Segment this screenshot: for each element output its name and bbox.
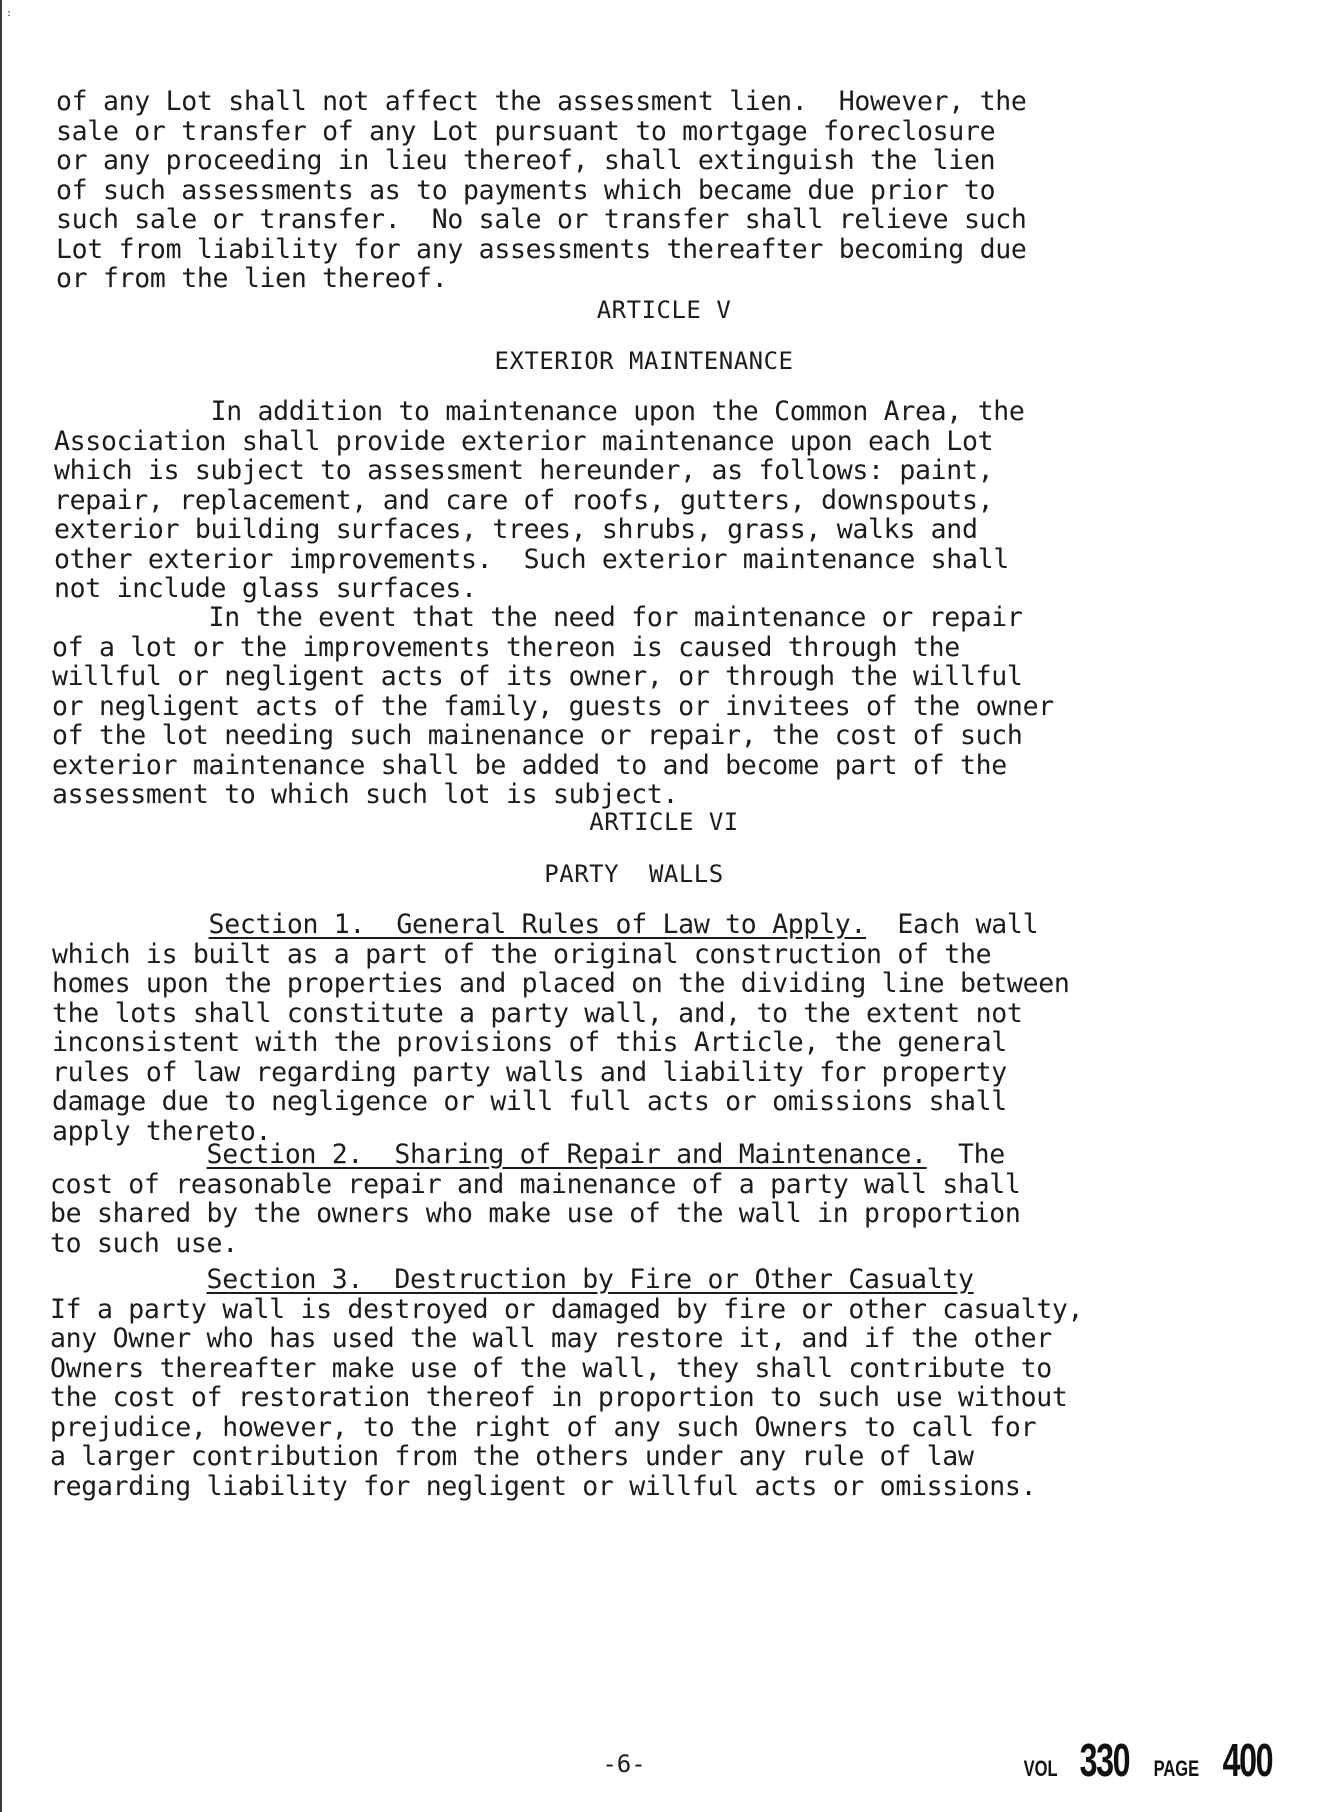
article-v-title: EXTERIOR MAINTENANCE [494, 347, 794, 375]
paragraph-line: Owners thereafter make use of the wall, they shall contribute to [50, 1352, 1052, 1384]
paragraph-line: exterior building surfaces, trees, shrubs, grass, walks and [54, 514, 978, 545]
paragraph-line: regarding liability for negligent or willful acts or omissions. [50, 1470, 1037, 1502]
corner-mark: : [6, 8, 13, 19]
article-vi-number: ARTICLE VI [589, 808, 739, 836]
stamp-vol-number: 330 [1079, 1734, 1129, 1786]
intro-line: of such assessments as to payments which became due prior to [56, 174, 996, 206]
page-edge-rule [0, 0, 2, 1812]
section-3-paragraph [50, 1265, 1083, 1501]
paragraph-line: rules of law regarding party walls and liability for property [52, 1056, 1007, 1088]
indent [50, 1139, 207, 1170]
paragraph-line: apply thereto. [52, 1115, 272, 1147]
article-vi-title: PARTY WALLS [544, 860, 724, 888]
paragraph-line: In the event that the need for maintenance or repair [52, 602, 1023, 633]
paragraph-line: prejudice, however, to the right of any such Owners to call for [50, 1411, 1037, 1443]
paragraph-line: the lots shall constitute a party wall, and, to the extent not [52, 997, 1023, 1029]
paragraph-line: any Owner who has used the wall may restore it, and if the other [50, 1323, 1052, 1354]
indent [50, 1264, 207, 1295]
paragraph-line: other exterior improvements. Such exterior maintenance shall [54, 543, 1009, 575]
intro-paragraph [56, 87, 1027, 294]
stamp-page-number: 400 [1222, 1734, 1273, 1786]
paragraph-line: of a lot or the improvements thereon is caused through the [52, 631, 960, 663]
paragraph-line: repair, replacement, and care of roofs, gutters, downspouts, [54, 484, 994, 516]
page-number: -6- [602, 1750, 646, 1778]
paragraph-line: damage due to negligence or will full acts or omissions shall [52, 1086, 1007, 1117]
intro-line: or from the lien thereof. [56, 263, 448, 294]
paragraph-line: to such use. [50, 1227, 238, 1259]
intro-line: Lot from liability for any assessments thereafter becoming due [56, 233, 1027, 265]
article-v-paragraph-1 [54, 397, 1025, 604]
intro-line: of any Lot shall not affect the assessment lien. However, the [56, 86, 1027, 117]
paragraph-line: If a party wall is destroyed or damaged by fire or other casualty, [50, 1293, 1084, 1325]
intro-line: or any proceeding in lieu thereof, shall extinguish the lien [56, 145, 996, 176]
paragraph-line: the cost of restoration thereof in proportion to such use without [50, 1382, 1068, 1413]
paragraph-line: of the lot needing such mainenance or repair, the cost of such [52, 720, 1023, 751]
paragraph-line: homes upon the properties and placed on the dividing line between [52, 968, 1070, 999]
section-1-first-line-tail: Each wall [866, 909, 1039, 940]
paragraph-line: be shared by the owners who make use of the wall in proportion [50, 1198, 1021, 1229]
paragraph-line: Association shall provide exterior maintenance upon each Lot [54, 425, 994, 457]
intro-line: sale or transfer of any Lot pursuant to mortgage foreclosure [56, 115, 996, 147]
paragraph-line: which is built as a part of the original construction of the [52, 938, 992, 970]
paragraph-line: not include glass surfaces. [54, 573, 477, 604]
article-v-paragraph-2 [52, 603, 1054, 810]
paragraph-line: or negligent acts of the family, guests or invitees of the owner [52, 690, 1054, 722]
section-2-paragraph [50, 1140, 1021, 1258]
paragraph-line: a larger contribution from the others under any rule of law [50, 1441, 974, 1472]
recording-stamp [1018, 1733, 1283, 1787]
section-3-heading: Section 3. Destruction by Fire or Other Casualty [206, 1264, 974, 1295]
section-1-heading: Section 1. General Rules of Law to Apply. [208, 909, 867, 940]
paragraph-line: cost of reasonable repair and mainenance of a party wall shall [50, 1168, 1021, 1200]
stamp-vol-label: VOL [1023, 1756, 1058, 1781]
intro-line: such sale or transfer. No sale or transfer shall relieve such [56, 204, 1027, 235]
indent [52, 909, 209, 940]
paragraph-line: willful or negligent acts of its owner, or through the willful [52, 661, 1023, 692]
paragraph-line: assessment to which such lot is subject. [52, 779, 679, 810]
paragraph-line: In addition to maintenance upon the Common Area, the [54, 396, 1025, 427]
paragraph-line: inconsistent with the provisions of this Article, the general [52, 1027, 1007, 1058]
stamp-page-label: PAGE [1153, 1756, 1199, 1781]
article-v-number: ARTICLE V [596, 296, 732, 324]
paragraph-line: which is subject to assessment hereunder, as follows: paint, [54, 455, 994, 486]
section-2-first-line-tail: The [926, 1139, 1005, 1170]
paragraph-line: exterior maintenance shall be added to and become part of the [52, 749, 1007, 781]
section-2-heading: Section 2. Sharing of Repair and Maintenance. [206, 1139, 927, 1170]
section-1-paragraph [52, 910, 1070, 1146]
